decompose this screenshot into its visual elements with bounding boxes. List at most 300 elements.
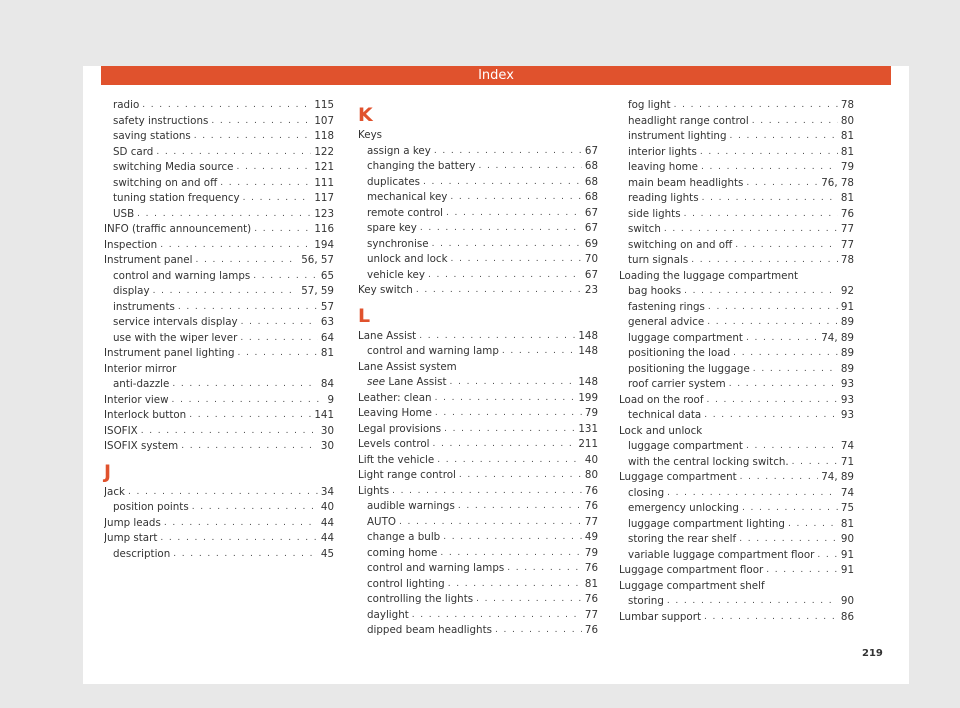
entry-term: ISOFIX system [104, 440, 179, 452]
dot-leader [674, 98, 838, 114]
dot-leader [236, 160, 311, 176]
dot-leader [746, 331, 818, 347]
entry-page-reference[interactable]: 67 [584, 222, 598, 234]
index-entry [619, 284, 854, 300]
entry-term: audible warnings [367, 500, 455, 512]
dot-leader [423, 175, 582, 191]
dot-leader [141, 424, 318, 440]
entry-term: Load on the roof [619, 393, 704, 406]
entry-page-reference[interactable]: 89 [840, 316, 854, 328]
index-page [83, 66, 909, 684]
index-letter-heading: J [104, 460, 112, 483]
entry-page-reference[interactable]: 45 [320, 547, 334, 560]
entry-term: roof carrier system [628, 378, 726, 390]
dot-leader [476, 592, 582, 608]
index-entry [358, 190, 598, 206]
index-entry [104, 114, 334, 130]
entry-page-reference[interactable]: 80 [584, 469, 598, 481]
entry-term: Levels control [358, 438, 430, 450]
index-entry [619, 160, 854, 176]
dot-leader [458, 499, 582, 515]
entry-term: fastening rings [628, 300, 705, 313]
entry-term: interior lights [628, 145, 697, 158]
entry-page-reference[interactable]: 111 [314, 176, 334, 189]
entry-term: storing [628, 595, 664, 607]
entry-page-reference[interactable]: 89 [840, 347, 854, 359]
dot-leader [667, 486, 838, 502]
index-entry [358, 608, 598, 624]
dot-leader [502, 344, 575, 360]
dot-leader [435, 406, 582, 422]
dot-leader [189, 408, 311, 424]
dot-leader [172, 377, 318, 393]
dot-leader [220, 176, 311, 192]
entry-page-reference[interactable]: 141 [314, 409, 334, 421]
entry-page-reference[interactable]: 86 [840, 610, 854, 623]
entry-term: synchronise [367, 237, 429, 250]
index-entry [104, 222, 334, 238]
index-entry [104, 269, 334, 285]
index-entry [104, 191, 334, 207]
index-entry [619, 486, 854, 502]
index-entry [104, 500, 334, 516]
entry-term: Instrument panel [104, 254, 193, 266]
entry-page-reference[interactable]: 79 [584, 546, 598, 559]
entry-term: AUTO [367, 515, 396, 528]
entry-page-reference[interactable]: 68 [584, 191, 598, 203]
entry-term: Key switch [358, 284, 413, 296]
entry-page-reference[interactable]: 117 [314, 192, 334, 204]
entry-page-reference[interactable]: 93 [840, 393, 854, 406]
index-entry [619, 377, 854, 393]
index-heading [104, 362, 334, 378]
dot-leader [181, 439, 318, 455]
entry-page-reference[interactable]: 49 [584, 531, 598, 543]
dot-leader [704, 610, 838, 626]
dot-leader [740, 470, 819, 486]
index-entry [619, 517, 854, 533]
index-entry [104, 439, 334, 455]
entry-page-reference[interactable]: 74 [840, 440, 854, 452]
dot-leader [416, 283, 582, 299]
entry-page-reference[interactable]: 92 [840, 285, 854, 297]
entry-page-reference[interactable]: 93 [840, 409, 854, 421]
index-entry [104, 129, 334, 145]
dot-leader [211, 114, 311, 130]
index-entry [104, 547, 334, 563]
dot-leader [192, 500, 318, 516]
entry-page-reference[interactable]: 81 [584, 577, 598, 590]
dot-leader [450, 190, 582, 206]
index-entry [619, 238, 854, 254]
dot-leader [128, 485, 318, 501]
entry-term: side lights [628, 207, 681, 220]
entry-term: dipped beam headlights [367, 624, 492, 636]
index-entry [619, 191, 854, 207]
entry-page-reference[interactable]: 81 [320, 347, 334, 359]
entry-page-reference[interactable]: 75 [840, 502, 854, 514]
index-entry [358, 453, 598, 469]
index-heading [358, 360, 598, 376]
index-entry [619, 98, 854, 114]
entry-term: SD card [113, 145, 154, 158]
entry-page-reference[interactable]: 148 [578, 376, 598, 388]
dot-leader [437, 453, 582, 469]
entry-page-reference[interactable]: 68 [584, 175, 598, 188]
entry-term: service intervals display [113, 316, 238, 328]
entry-term: closing [628, 486, 665, 499]
entry-term: anti-dazzle [113, 378, 170, 390]
dot-leader [412, 608, 582, 624]
page-header: Index [101, 66, 891, 85]
index-entry [358, 437, 598, 453]
index-entry [104, 408, 334, 424]
entry-page-reference[interactable]: 131 [578, 422, 598, 435]
entry-page-reference[interactable]: 30 [320, 424, 334, 437]
entry-page-reference[interactable]: 81 [840, 130, 854, 142]
index-entry [619, 470, 854, 486]
entry-term: luggage compartment lighting [628, 517, 785, 530]
dot-leader [178, 300, 318, 316]
entry-term: position points [113, 501, 189, 513]
entry-term: turn signals [628, 254, 689, 266]
see-reference-label: see [367, 376, 386, 388]
entry-page-reference[interactable]: 76 [584, 500, 598, 512]
entry-term: radio [113, 99, 140, 111]
index-entry [619, 331, 854, 347]
dot-leader [241, 315, 318, 331]
entry-page-reference[interactable]: 77 [840, 238, 854, 251]
entry-page-reference[interactable]: 199 [578, 391, 598, 404]
entry-term: assign a key [367, 144, 431, 157]
entry-page-reference[interactable]: 211 [578, 438, 598, 450]
index-entry [619, 176, 854, 192]
entry-page-reference[interactable]: 76 [584, 484, 598, 497]
entry-term: Interior view [104, 393, 169, 406]
index-entry [619, 408, 854, 424]
entry-term: Keys [358, 129, 383, 141]
entry-page-reference[interactable]: 123 [314, 207, 334, 220]
entry-term: saving stations [113, 130, 191, 142]
index-entry [619, 393, 854, 409]
index-entry [358, 515, 598, 531]
index-entry [619, 145, 854, 161]
entry-term: Legal provisions [358, 422, 442, 435]
entry-page-reference[interactable]: 57, 59 [301, 285, 334, 297]
dot-leader [742, 501, 838, 517]
entry-page-reference[interactable]: 122 [314, 145, 334, 158]
dot-leader [451, 252, 582, 268]
entry-term: change a bulb [367, 531, 441, 543]
entry-page-reference[interactable]: 44 [320, 516, 334, 529]
entry-term: control and warning lamps [113, 269, 251, 282]
dot-leader [664, 222, 838, 238]
entry-page-reference[interactable]: 77 [584, 515, 598, 528]
entry-term: reading lights [628, 192, 699, 204]
entry-term: Lane Assist system [358, 360, 457, 373]
entry-term: emergency unlocking [628, 502, 739, 514]
entry-term: Instrument panel lighting [104, 347, 235, 359]
dot-leader [172, 393, 325, 409]
entry-page-reference[interactable]: 91 [840, 548, 854, 561]
index-entry [619, 300, 854, 316]
dot-leader [739, 532, 838, 548]
index-heading [619, 424, 854, 440]
index-entry [104, 485, 334, 501]
entry-page-reference[interactable]: 74, 89 [821, 331, 854, 344]
index-column-3 [619, 98, 854, 625]
dot-leader [495, 623, 582, 639]
dot-leader [753, 362, 838, 378]
dot-leader [196, 253, 299, 269]
entry-page-reference[interactable]: 78 [840, 99, 854, 111]
dot-leader [434, 144, 582, 160]
index-entry [358, 422, 598, 438]
entry-term: fog light [628, 99, 671, 111]
entry-page-reference[interactable]: 34 [320, 485, 334, 498]
index-entry [619, 222, 854, 238]
index-entry [358, 144, 598, 160]
entry-term: spare key [367, 222, 417, 234]
entry-page-reference[interactable]: 76 [840, 207, 854, 220]
entry-page-reference[interactable]: 70 [584, 253, 598, 265]
entry-term: with the central locking switch. [628, 455, 789, 468]
entry-page-reference[interactable]: 64 [320, 331, 334, 344]
dot-leader [766, 563, 838, 579]
index-entry [358, 391, 598, 407]
entry-page-reference[interactable]: 76 [584, 593, 598, 605]
index-entry [358, 375, 598, 391]
dot-leader [700, 145, 838, 161]
dot-leader [164, 516, 318, 532]
entry-page-reference[interactable]: 44 [320, 532, 334, 544]
entry-term: luggage compartment [628, 331, 743, 344]
index-entry [358, 561, 598, 577]
entry-page-reference[interactable]: 23 [584, 284, 598, 296]
entry-term: control and warning lamps [367, 562, 505, 574]
entry-page-reference[interactable]: 67 [584, 144, 598, 157]
dot-leader [443, 530, 582, 546]
entry-page-reference[interactable]: 90 [840, 595, 854, 607]
entry-term: coming home [367, 546, 438, 559]
index-entry [358, 577, 598, 593]
index-entry [358, 252, 598, 268]
dot-leader [435, 391, 576, 407]
entry-page-reference[interactable]: 115 [314, 99, 334, 111]
entry-page-reference[interactable]: 76 [584, 624, 598, 636]
entry-page-reference[interactable]: 121 [314, 161, 334, 173]
entry-page-reference[interactable]: 40 [584, 453, 598, 466]
entry-page-reference[interactable]: 81 [840, 145, 854, 158]
entry-term: switch [628, 223, 661, 235]
entry-term-text: Lane Assist [388, 376, 447, 388]
entry-page-reference[interactable]: 69 [584, 237, 598, 250]
dot-leader [419, 329, 575, 345]
entry-term: general advice [628, 316, 705, 328]
entry-term: Luggage compartment [619, 471, 737, 483]
entry-page-reference[interactable]: 79 [840, 161, 854, 173]
entry-page-reference[interactable]: 71 [840, 455, 854, 468]
dot-leader [450, 375, 576, 391]
entry-term: positioning the luggage [628, 362, 750, 375]
dot-leader [729, 377, 838, 393]
entry-term: positioning the load [628, 347, 731, 359]
entry-page-reference[interactable]: 77 [584, 608, 598, 621]
entry-page-reference[interactable]: 67 [584, 206, 598, 219]
dot-leader [746, 439, 838, 455]
entry-term: USB [113, 207, 135, 220]
entry-term: use with the wiper lever [113, 331, 238, 344]
entry-page-reference[interactable]: 148 [578, 329, 598, 342]
index-entry [104, 424, 334, 440]
dot-leader [735, 238, 838, 254]
entry-term: description [113, 547, 171, 560]
page-number: 219 [862, 648, 883, 659]
index-entry [358, 468, 598, 484]
index-entry [619, 207, 854, 223]
entry-page-reference[interactable]: 65 [320, 269, 334, 282]
dot-leader [446, 206, 582, 222]
entry-term: luggage compartment [628, 440, 743, 452]
entry-page-reference[interactable]: 107 [314, 114, 334, 127]
entry-term: safety instructions [113, 114, 209, 127]
dot-leader [788, 517, 838, 533]
index-entry [358, 344, 598, 360]
entry-page-reference[interactable]: 57 [320, 300, 334, 313]
entry-page-reference[interactable]: 77 [840, 223, 854, 235]
entry-term: Lumbar support [619, 610, 701, 623]
index-entry [619, 501, 854, 517]
entry-page-reference[interactable]: 74, 89 [821, 471, 854, 483]
entry-page-reference[interactable]: 93 [840, 378, 854, 390]
entry-page-reference[interactable]: 116 [314, 223, 334, 235]
entry-page-reference[interactable]: 90 [840, 533, 854, 545]
index-entry [619, 563, 854, 579]
entry-page-reference[interactable]: 91 [840, 300, 854, 313]
entry-page-reference[interactable]: 76, 78 [821, 176, 854, 189]
entry-term: Jump start [104, 532, 158, 544]
entry-term: leaving home [628, 161, 698, 173]
entry-page-reference[interactable]: 81 [840, 192, 854, 204]
entry-page-reference[interactable]: 68 [584, 160, 598, 172]
dot-leader [420, 221, 582, 237]
entry-page-reference[interactable]: 74 [840, 486, 854, 499]
entry-page-reference[interactable]: 40 [320, 501, 334, 513]
dot-leader [702, 191, 838, 207]
dot-leader [691, 253, 838, 269]
dot-leader [684, 284, 838, 300]
entry-term: Lift the vehicle [358, 453, 435, 466]
entry-term: instrument lighting [628, 130, 727, 142]
entry-term [367, 375, 447, 391]
entry-page-reference[interactable]: 78 [840, 254, 854, 266]
dot-leader [392, 484, 582, 500]
entry-term: Lock and unlock [619, 424, 703, 437]
entry-term: changing the battery [367, 160, 476, 172]
index-entry [358, 499, 598, 515]
entry-page-reference[interactable]: 79 [584, 407, 598, 419]
dot-leader [507, 561, 582, 577]
entry-term: mechanical key [367, 191, 448, 203]
dot-leader [433, 437, 576, 453]
entry-term: bag hooks [628, 285, 682, 297]
entry-page-reference[interactable]: 84 [320, 378, 334, 390]
entry-page-reference[interactable]: 91 [840, 564, 854, 576]
dot-leader [194, 129, 312, 145]
index-letter-heading: L [358, 304, 371, 327]
entry-page-reference[interactable]: 89 [840, 362, 854, 375]
entry-term: Jack [104, 485, 125, 498]
dot-leader [137, 207, 311, 223]
entry-term: Lane Assist [358, 329, 417, 342]
dot-leader [243, 191, 312, 207]
dot-leader [667, 594, 838, 610]
index-entry [104, 393, 334, 409]
dot-leader [432, 237, 582, 253]
index-entry [104, 284, 334, 300]
index-entry [104, 300, 334, 316]
index-entry [619, 253, 854, 269]
entry-page-reference[interactable]: 63 [320, 316, 334, 328]
dot-leader [399, 515, 582, 531]
entry-page-reference[interactable]: 56, 57 [301, 254, 334, 266]
entry-term: Leaving Home [358, 407, 432, 419]
entry-term: control lighting [367, 577, 445, 590]
dot-leader [706, 393, 837, 409]
index-entry [104, 377, 334, 393]
dot-leader [240, 331, 318, 347]
entry-page-reference[interactable]: 194 [314, 238, 334, 251]
index-entry [619, 362, 854, 378]
index-entry [358, 592, 598, 608]
entry-page-reference[interactable]: 148 [578, 345, 598, 357]
index-entry [358, 206, 598, 222]
index-column-2 [358, 98, 598, 639]
entry-term: Inspection [104, 238, 158, 251]
entry-page-reference[interactable]: 81 [840, 517, 854, 530]
entry-term: tuning station frequency [113, 192, 240, 204]
dot-leader [448, 577, 582, 593]
index-entry [104, 516, 334, 532]
entry-term: instruments [113, 300, 175, 313]
entry-page-reference[interactable]: 30 [320, 440, 334, 452]
index-entry [619, 532, 854, 548]
index-column-1 [104, 98, 334, 562]
dot-leader [459, 468, 582, 484]
index-entry [619, 439, 854, 455]
dot-leader [792, 455, 838, 471]
entry-page-reference[interactable]: 9 [327, 393, 334, 406]
entry-term: Jump leads [104, 516, 161, 529]
index-entry [358, 546, 598, 562]
entry-page-reference[interactable]: 118 [314, 130, 334, 142]
dot-leader [479, 159, 582, 175]
dot-leader [817, 548, 838, 564]
index-entry [358, 268, 598, 284]
entry-page-reference[interactable]: 80 [840, 114, 854, 127]
entry-page-reference[interactable]: 76 [584, 562, 598, 574]
index-entry [358, 484, 598, 500]
entry-page-reference[interactable]: 67 [584, 268, 598, 281]
entry-term: Loading the luggage compartment [619, 269, 799, 282]
index-entry [619, 455, 854, 471]
entry-term: remote control [367, 206, 444, 219]
index-entry [619, 114, 854, 130]
entry-term: Light range control [358, 469, 456, 481]
index-entry [619, 129, 854, 145]
index-entry [358, 283, 598, 299]
index-entry [104, 331, 334, 347]
